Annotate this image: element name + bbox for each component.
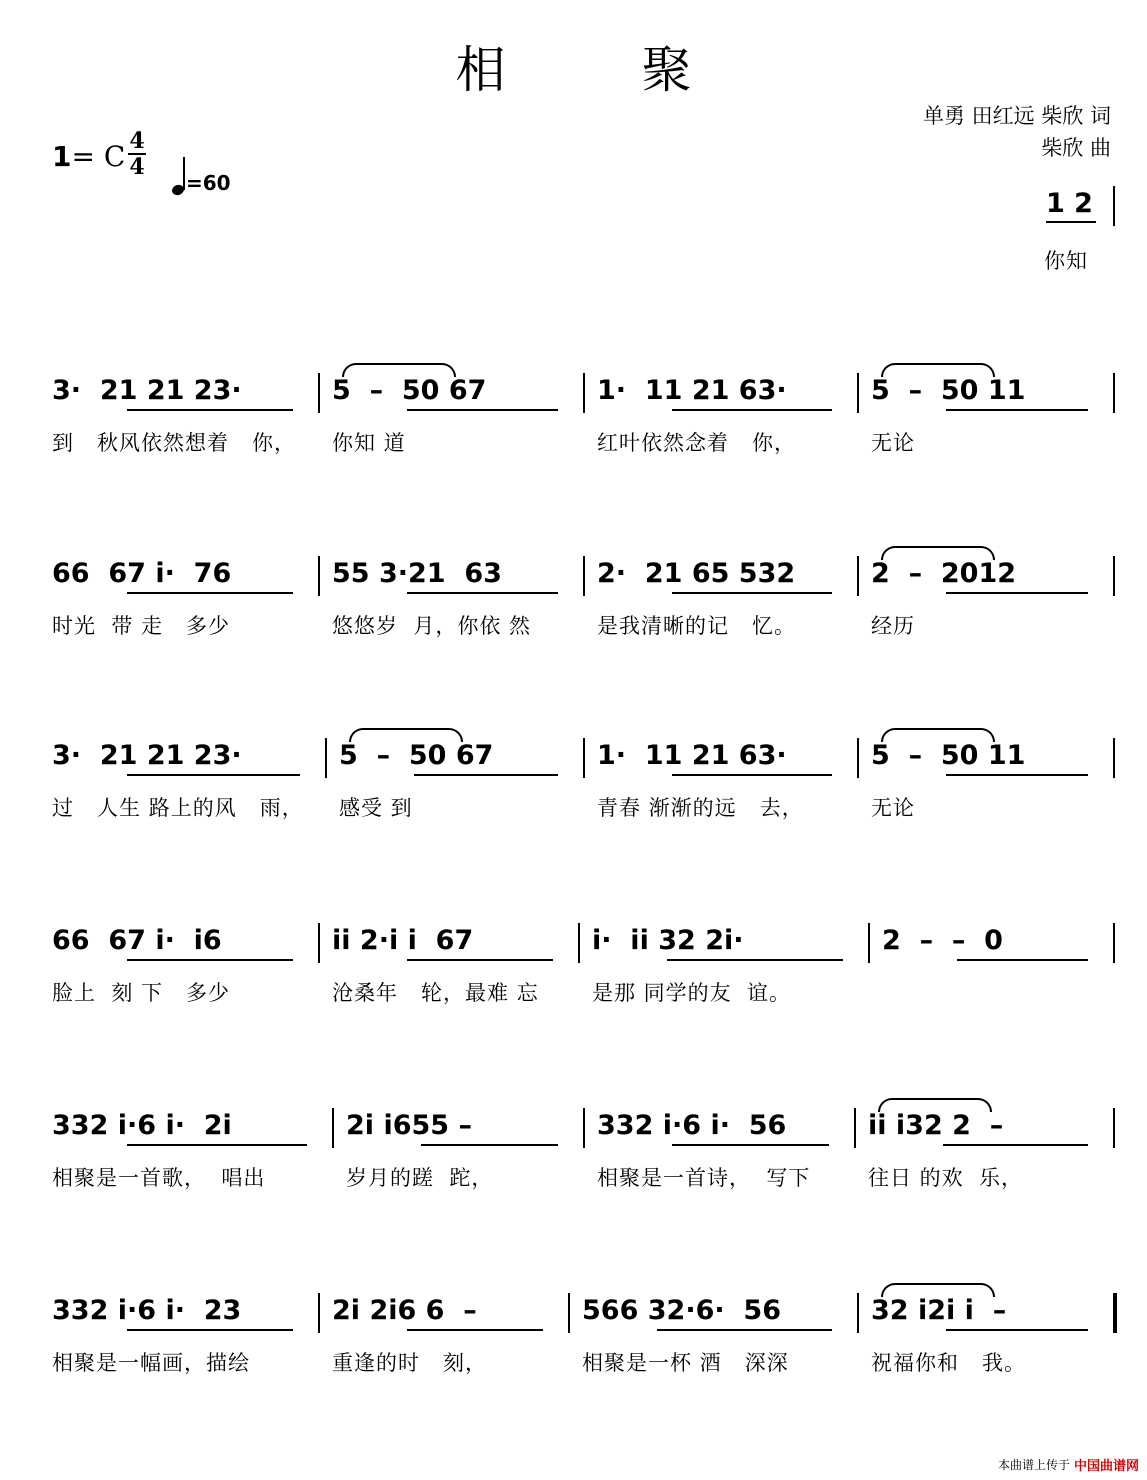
pickup-notes: 1 2 <box>1046 188 1093 219</box>
tie-arc <box>878 1098 992 1112</box>
beam-underline <box>672 409 832 411</box>
measure-lyric: 感受 到 <box>339 796 413 820</box>
beam-underline <box>672 592 832 594</box>
measure-notes: 2· 21 65 532 <box>597 558 796 589</box>
measure-notes: 1· 11 21 63· <box>597 740 787 771</box>
barline <box>318 1293 320 1333</box>
barline <box>857 556 859 596</box>
measure-notes: 3· 21 21 23· <box>52 740 242 771</box>
barline <box>583 556 585 596</box>
barline <box>325 738 327 778</box>
barline <box>857 1293 859 1333</box>
beam-underline <box>957 959 1088 961</box>
beam-underline <box>407 1329 543 1331</box>
measure-notes: i· ii 32 2i· <box>592 925 744 956</box>
tie-arc <box>881 728 995 742</box>
credits <box>923 100 1111 164</box>
measure-notes: 66 67 i· i6 <box>52 925 222 956</box>
beam-underline <box>407 409 558 411</box>
tie-arc <box>881 1283 995 1297</box>
measure-lyric: 是我清晰的记 忆。 <box>597 614 797 638</box>
measure-notes: 5 – 50 11 <box>871 375 1026 406</box>
barline <box>1113 556 1115 596</box>
measure-notes: 332 i·6 i· 23 <box>52 1295 242 1326</box>
measure-lyric: 相聚是一杯 酒 深深 <box>582 1351 789 1375</box>
beam-underline <box>672 1144 829 1146</box>
measure-lyric: 红叶依然念着 你， <box>597 431 797 455</box>
beam-underline <box>407 959 553 961</box>
beam-underline <box>407 592 558 594</box>
tie-arc <box>342 363 456 377</box>
measure-lyric: 岁月的蹉 跎， <box>346 1166 494 1190</box>
measure-notes: 5 – 50 67 <box>339 740 494 771</box>
measure-lyric: 无论 <box>871 431 915 455</box>
measure-lyric: 时光 带 走 多少 <box>52 614 231 638</box>
tie-arc <box>349 728 463 742</box>
measure-lyric: 青春 渐渐的远 去， <box>597 796 804 820</box>
song-title: 相 聚 <box>455 41 752 99</box>
beam-underline <box>672 774 832 776</box>
beam-underline <box>421 1144 558 1146</box>
measure-lyric: 经历 <box>871 614 915 638</box>
measure-notes: 3· 21 21 23· <box>52 375 242 406</box>
barline <box>1113 923 1115 963</box>
measure-lyric: 重逢的时 刻， <box>332 1351 488 1375</box>
measure-notes: 2 – 2012 <box>871 558 1017 589</box>
barline <box>583 1108 585 1148</box>
barline <box>578 923 580 963</box>
beam-underline <box>414 774 558 776</box>
beam-underline <box>127 959 293 961</box>
footer: 本曲谱上传于 中国曲谱网 <box>998 1455 1139 1474</box>
beam-underline <box>127 592 293 594</box>
beam-underline <box>946 1329 1088 1331</box>
barline <box>583 738 585 778</box>
beam-underline <box>127 409 293 411</box>
underline <box>1046 221 1096 223</box>
beam-underline <box>667 959 843 961</box>
measure-notes: 5 – 50 11 <box>871 740 1026 771</box>
barline <box>1113 738 1115 778</box>
beam-underline <box>946 774 1088 776</box>
quarter-note-icon <box>172 155 186 195</box>
beam-underline <box>657 1329 832 1331</box>
composer: 柴欣 曲 <box>1041 136 1111 160</box>
tie-arc <box>881 546 995 560</box>
pickup-lyric: 你知 <box>1044 249 1088 273</box>
tempo-marking: =60 <box>172 155 231 195</box>
measure-lyric: 是那 同学的友 谊。 <box>592 981 792 1005</box>
barline <box>583 373 585 413</box>
beam-underline <box>127 1144 307 1146</box>
measure-notes: 66 67 i· 76 <box>52 558 232 589</box>
barline <box>318 923 320 963</box>
measure-notes: 332 i·6 i· 56 <box>597 1110 787 1141</box>
measure-lyric: 相聚是一首诗， 写下 <box>597 1166 811 1190</box>
beam-underline <box>946 592 1088 594</box>
barline <box>868 923 870 963</box>
measure-lyric: 无论 <box>871 796 915 820</box>
measure-lyric: 沧桑年 轮，最难 忘 <box>332 981 539 1005</box>
barline <box>857 738 859 778</box>
time-signature: 4 4 <box>129 128 145 180</box>
measure-notes: 1· 11 21 63· <box>597 375 787 406</box>
measure-lyric: 你知 道 <box>332 431 406 455</box>
measure-notes: 566 32·6· 56 <box>582 1295 782 1326</box>
measure-lyric: 脸上 刻 下 多少 <box>52 981 231 1005</box>
measure-lyric: 悠悠岁 月，你依 然 <box>332 614 532 638</box>
barline <box>1113 1108 1115 1148</box>
measure-lyric: 相聚是一首歌， 唱出 <box>52 1166 266 1190</box>
measure-notes: 2i i655 – <box>346 1110 472 1141</box>
measure-notes: 2 – – 0 <box>882 925 1003 956</box>
barline <box>854 1108 856 1148</box>
measure-notes: ii 2·i i 67 <box>332 925 474 956</box>
barline <box>857 373 859 413</box>
measure-notes: 332 i·6 i· 2i <box>52 1110 232 1141</box>
beam-underline <box>127 1329 293 1331</box>
barline <box>1113 186 1115 226</box>
barline <box>332 1108 334 1148</box>
lyricist: 单勇 田红远 柴欣 词 <box>922 104 1111 128</box>
beam-underline <box>943 1144 1088 1146</box>
measure-notes: 32 i2i i – <box>871 1295 1007 1326</box>
beam-underline <box>946 409 1088 411</box>
final-barline <box>1113 1293 1117 1333</box>
tie-arc <box>881 363 995 377</box>
measure-lyric: 相聚是一幅画，描绘 <box>52 1351 250 1375</box>
barline <box>1113 373 1115 413</box>
key-signature: 1= C <box>52 140 126 173</box>
beam-underline <box>127 774 300 776</box>
measure-lyric: 过 人生 路上的风 雨， <box>52 796 304 820</box>
barline <box>318 556 320 596</box>
measure-notes: ii i32 2 – <box>868 1110 1004 1141</box>
measure-lyric: 祝福你和 我。 <box>871 1351 1027 1375</box>
measure-notes: 55 3·21 63 <box>332 558 502 589</box>
barline <box>568 1293 570 1333</box>
measure-lyric: 往日 的欢 乐， <box>868 1166 1024 1190</box>
measure-lyric: 到 秋风依然想着 你， <box>52 431 297 455</box>
barline <box>318 373 320 413</box>
measure-notes: 2i 2i6 6 – <box>332 1295 477 1326</box>
measure-notes: 5 – 50 67 <box>332 375 487 406</box>
site-logo: 中国曲谱网 <box>1073 1459 1139 1474</box>
